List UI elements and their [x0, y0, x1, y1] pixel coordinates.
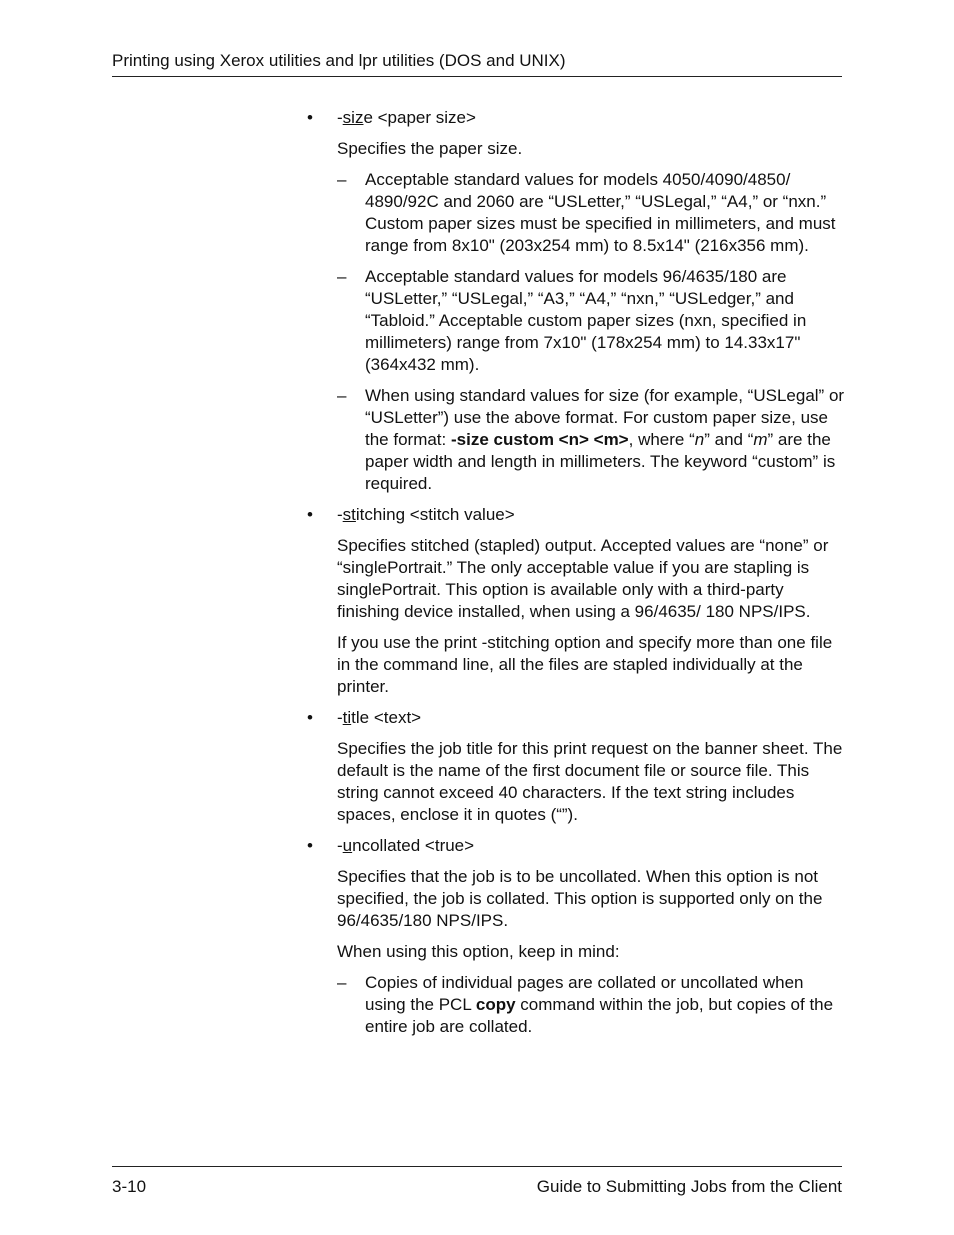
footer-rule [112, 1166, 842, 1167]
bullet-glyph: • [307, 108, 313, 127]
flag-rest: itching <stitch value> [355, 505, 515, 524]
option-uncollated [307, 835, 847, 1038]
note-text: Acceptable standard values for models 96/4635/180 are “USLetter,” “USLegal,” “A3,” “A4,” “nxn,” “USLedger,” and “Tabloid.” Acceptable custom paper sizes (nxn, specified in millimeters) range from 7x10" (178x254 mm) to 14.33x17" (364x432 mm). [365, 267, 807, 374]
footer-document-title: Guide to Submitting Jobs from the Client [536, 1177, 842, 1196]
bullet-glyph: • [307, 708, 313, 727]
note-text: Copies of individual pages are collated or uncollated when using the PCL copy command within the job, but copies of the entire job are collated. [365, 973, 834, 1036]
note-text: When using standard values for size (for example, “USLegal” or “USLetter”) use the above format. For custom paper size, use the format: -size custom <n> <m>, where “n” and “m” are the paper width and length in millimeters. The keyword “custom” is required. [365, 386, 845, 493]
dash-glyph: – [337, 973, 347, 992]
option-uncollated-intro: When using this option, keep in mind: [337, 942, 620, 961]
option-stitching [307, 504, 847, 698]
flag-prefix: - [337, 836, 343, 855]
dash-glyph: – [337, 386, 347, 405]
option-size-note-2 [337, 266, 847, 376]
footer-page-number: 3-10 [112, 1177, 147, 1196]
flag-prefix: - [337, 108, 343, 127]
flag-rest: e <paper size> [363, 108, 476, 127]
flag-prefix: - [337, 505, 343, 524]
dash-glyph: – [337, 170, 347, 189]
bullet-glyph: • [307, 836, 313, 855]
option-title-description: Specifies the job title for this print request on the banner sheet. The default is the name of the first document file or source file. This string cannot exceed 40 characters. If the text string includes spaces, enclose it in quotes (“”). [337, 739, 843, 824]
flag-abbreviation: st [342, 505, 356, 524]
option-size-note-3 [337, 385, 847, 495]
flag-abbreviation: ti [342, 708, 352, 727]
flag-abbreviation: siz [342, 108, 364, 127]
option-size [307, 107, 847, 495]
option-size-flag [337, 107, 847, 129]
flag-abbreviation: u [342, 836, 353, 855]
option-size-description: Specifies the paper size. [337, 139, 523, 158]
pcl-copy-command: copy [475, 995, 516, 1014]
option-stitching-note: If you use the print -stitching option and specify more than one file in the command line, all the files are stapled individually at the printer. [337, 633, 833, 696]
dash-glyph: – [337, 267, 347, 286]
page-header-title: Printing using Xerox utilities and lpr utilities (DOS and UNIX) [112, 51, 566, 70]
flag-prefix: - [337, 708, 343, 727]
bullet-glyph: • [307, 505, 313, 524]
flag-rest: tle <text> [351, 708, 422, 727]
option-uncollated-description: Specifies that the job is to be uncollated. When this option is not specified, the job is collated. This option is supported only on the 96/4635/180 NPS/IPS. [337, 867, 823, 930]
header-rule [112, 76, 842, 77]
option-title [307, 707, 847, 826]
option-uncollated-flag [337, 835, 847, 857]
note-text: Acceptable standard values for models 4050/4090/4850/ 4890/92C and 2060 are “USLetter,” “USLegal,” “A4,” or “nxn.” Custom paper sizes must be specified in millimeters, and must range from 8x10" (203x254 mm) to 8.5x14" (216x356 mm). [365, 170, 836, 255]
option-uncollated-note-1 [337, 972, 847, 1038]
option-title-flag [337, 707, 847, 729]
option-stitching-description: Specifies stitched (stapled) output. Accepted values are “none” or “singlePortrait.” The only acceptable value if you are stapling is singlePortrait. This option is available only with a third-party finishing device installed, when using a 96/4635/ 180 NPS/IPS. [337, 536, 829, 621]
option-size-note-1 [337, 169, 847, 257]
options-list [307, 107, 847, 1038]
option-stitching-flag [337, 504, 847, 526]
size-custom-syntax: -size custom <n> <m> [450, 430, 629, 449]
flag-rest: ncollated <true> [352, 836, 475, 855]
